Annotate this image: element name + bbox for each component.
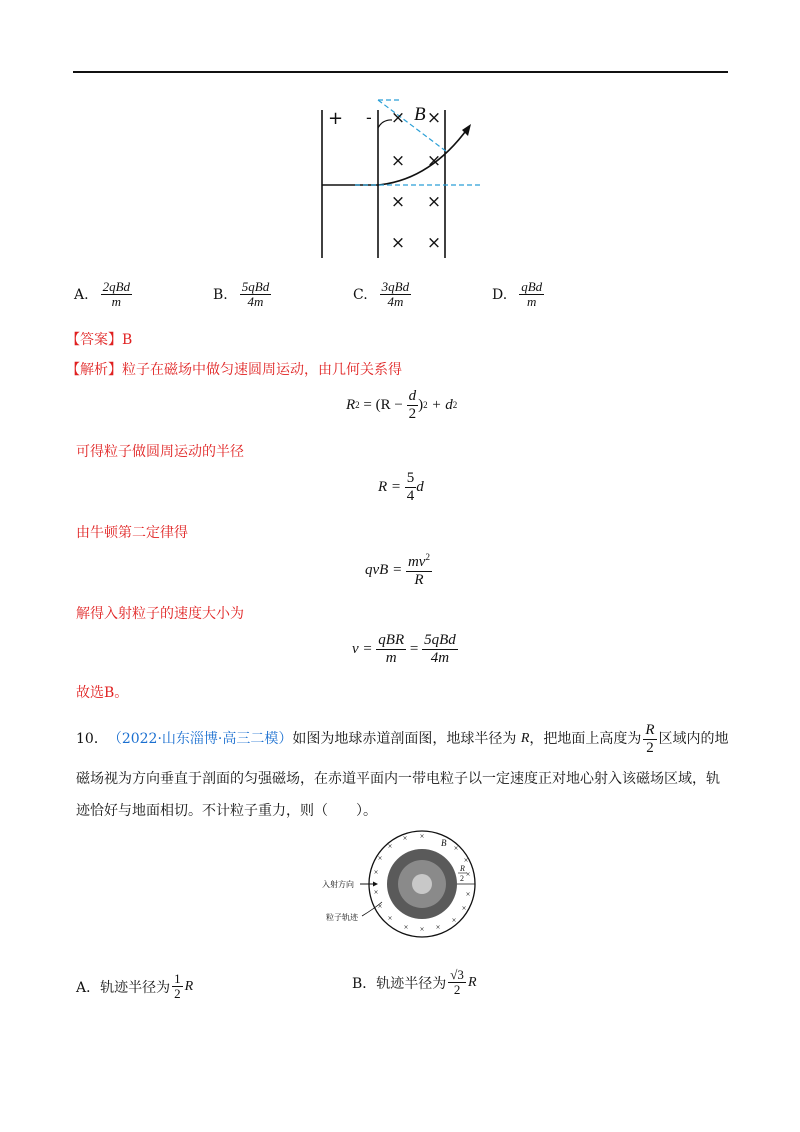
option-fraction: $\frac{\text{5qBd}}{4m}$ — [241, 279, 270, 310]
equation-fraction: $\frac{\text{qBR}}{m}$ — [378, 632, 405, 666]
height-fraction: $\frac{R}{2}$ — [645, 722, 655, 756]
field-cross: × — [426, 108, 442, 128]
earth-core — [412, 874, 432, 894]
equation-fraction: $\frac{\text{5qBd}}{4m}$ — [424, 632, 456, 666]
field-mark: × — [377, 903, 383, 910]
field-cross: × — [426, 151, 442, 171]
field-mark: × — [373, 869, 379, 876]
analysis-intro: 【解析】粒子在磁场中做匀速圆周运动，由几何关系得 — [66, 362, 402, 378]
analysis-line-2: 可得粒子做圆周运动的半径 — [76, 444, 244, 460]
option-a[interactable]: A．轨迹半径为 $\frac{1}{2}$ R — [76, 971, 194, 1002]
field-cross: × — [390, 192, 406, 212]
field-cross: × — [390, 108, 406, 128]
option-fraction: $\frac{\text{2qBd}}{m}$ — [102, 279, 131, 310]
equation-2: R = $\frac{5}{4}$ d — [378, 470, 424, 504]
question-10-line-3: 迹恰好与地面相切。不计粒子重力，则（ ）。 — [76, 803, 377, 819]
option-d[interactable] — [492, 280, 544, 310]
field-mark: × — [402, 835, 408, 842]
option-a[interactable] — [74, 280, 132, 310]
answer-value: B — [122, 332, 133, 348]
equation-fraction: $\frac{5}{4}$ — [406, 470, 415, 504]
field-cross: × — [390, 233, 406, 253]
equation-4: v = $\frac{\text{qBR}}{m}$ = $\frac{\text{5qBd}}{4m}$ — [352, 632, 456, 666]
option-fraction: $\frac{\text{qBd}}{m}$ — [521, 279, 543, 310]
field-mark: × — [461, 905, 467, 912]
field-mark: × — [419, 926, 425, 933]
analysis-line-3: 由牛顿第二定律得 — [76, 525, 188, 541]
analysis-conclusion: 故选B。 — [76, 685, 129, 701]
option-label: A. — [74, 286, 89, 303]
option-label: D. — [492, 286, 508, 303]
option-c[interactable] — [353, 280, 411, 310]
question-10-line-1: 10． （2022·山东淄博·高三二模） 如图为地球赤道剖面图，地球半径为 R ，把地面上高度为 $\frac{R}{2}$ 区域内的地 — [76, 722, 729, 756]
field-mark: × — [463, 857, 469, 864]
option-b[interactable] — [213, 280, 271, 310]
option-label: C. — [353, 286, 368, 303]
answer-line — [66, 333, 132, 347]
plus-sign: + — [328, 108, 344, 129]
b-field-label: B — [441, 838, 447, 848]
field-mark: × — [373, 889, 379, 896]
option-fraction: $\frac{1}{2}$ — [174, 971, 181, 1002]
field-mark: × — [377, 855, 383, 862]
analysis-line-4: 解得入射粒子的速度大小为 — [76, 606, 244, 622]
field-mark: × — [453, 845, 459, 852]
field-cross: × — [426, 233, 442, 253]
question-number: 10． — [76, 731, 108, 747]
field-mark: × — [387, 843, 393, 850]
field-mark: × — [465, 891, 471, 898]
field-mark: × — [435, 924, 441, 931]
r-half-den: 2 — [460, 874, 464, 883]
question-10-line-2: 磁场视为方向垂直于剖面的匀强磁场，在赤道平面内一带电粒子以一定速度正对地心射入该磁场区域，轨 — [76, 771, 720, 787]
field-cross: × — [390, 151, 406, 171]
entry-direction-label: 入射方向 — [322, 880, 354, 889]
option-label: B．轨迹半径为 — [352, 975, 447, 992]
field-mark: × — [419, 833, 425, 840]
option-fraction: $\frac{\text{3qBd}}{4m}$ — [381, 279, 410, 310]
figure-magnetic-field — [300, 90, 500, 265]
r-half-num: R — [460, 864, 465, 873]
equation-fraction: $\frac{mv^2}{R}$ — [407, 552, 430, 588]
analysis-tag: 【解析】 — [66, 362, 122, 378]
option-fraction: $\frac{√3}{2}$ — [450, 967, 464, 998]
option-label: A．轨迹半径为 — [76, 979, 171, 996]
question-source: （2022·山东淄博·高三二模） — [107, 731, 293, 747]
answer-tag: 【答案】 — [66, 332, 122, 348]
equation-fraction: $\frac{d}{2}$ — [408, 388, 417, 422]
header-rule — [73, 71, 728, 73]
minus-sign: - — [366, 108, 372, 127]
field-mark: × — [451, 917, 457, 924]
option-b[interactable]: B．轨迹半径为 $\frac{√3}{2}$ R — [352, 967, 477, 998]
field-mark: × — [465, 871, 471, 878]
field-mark: × — [403, 924, 409, 931]
b-field-label: B — [414, 104, 426, 125]
equation-3: qvB = $\frac{mv^2}{R}$ — [365, 552, 430, 588]
particle-track-label: 粒子轨迹 — [326, 913, 358, 922]
option-label: B. — [213, 286, 228, 303]
field-cross: × — [426, 192, 442, 212]
figure-earth-cross-section — [320, 828, 490, 940]
field-mark: × — [387, 915, 393, 922]
equation-1: R 2 = (R − $\frac{d}{2}$ ) 2 + d 2 — [346, 388, 458, 422]
